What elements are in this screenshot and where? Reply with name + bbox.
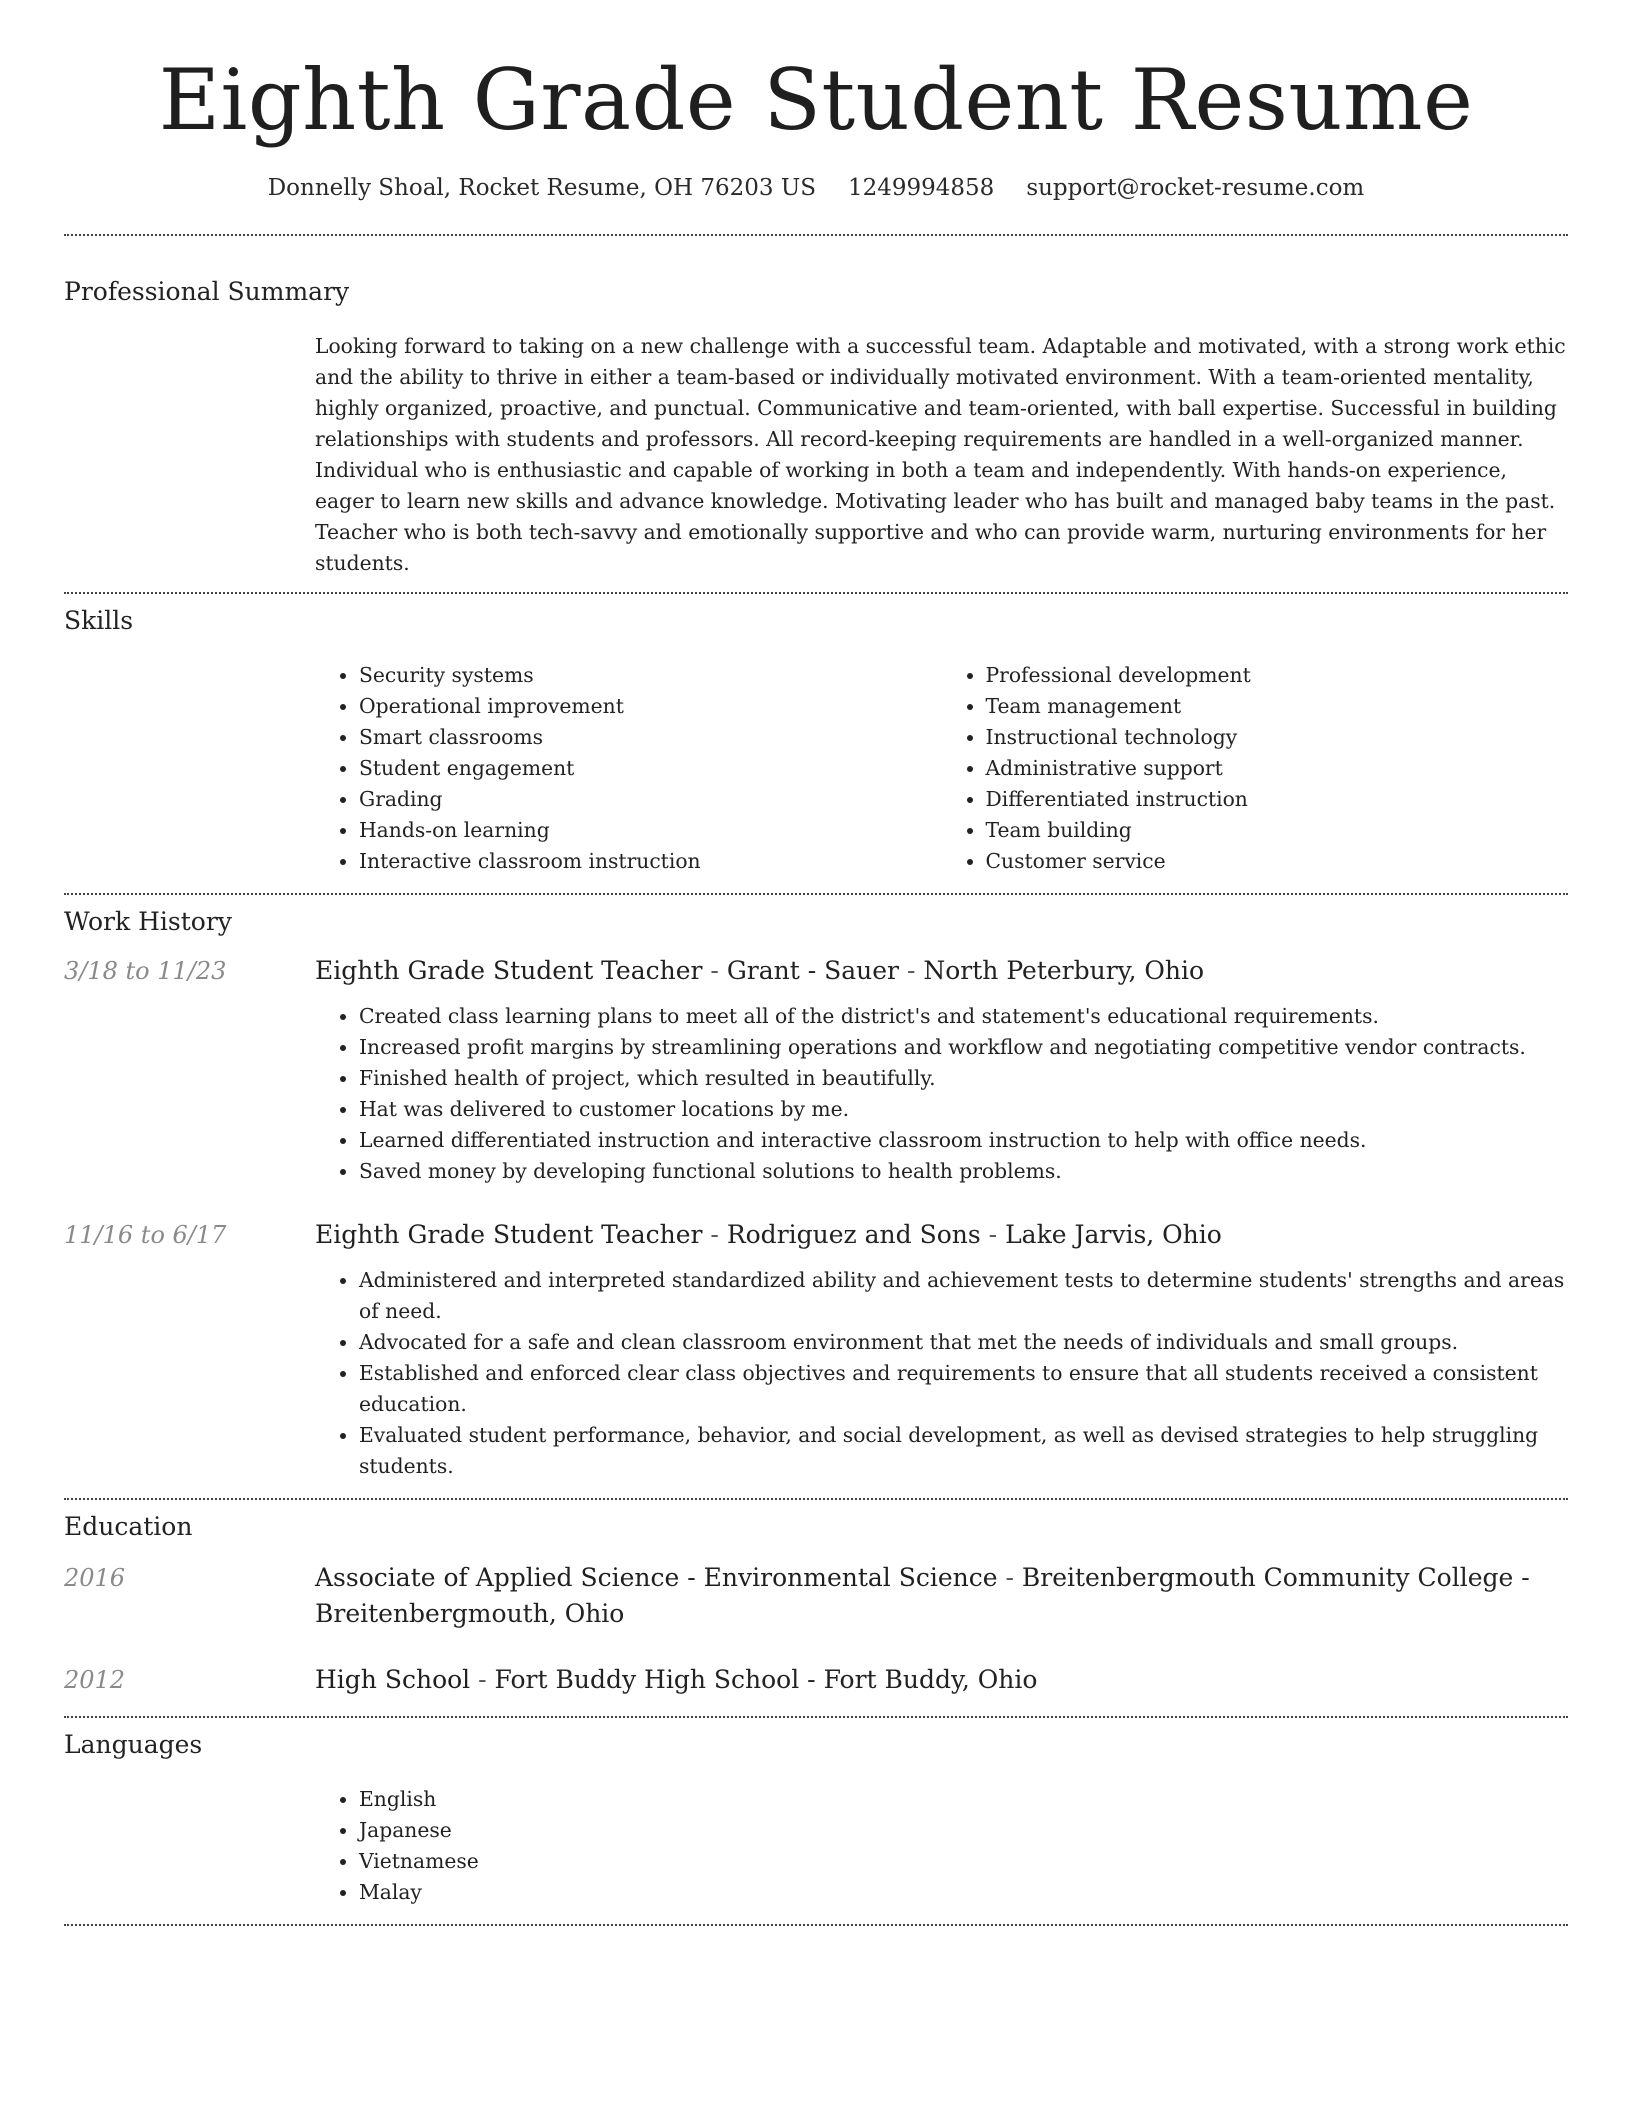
job-heading: Eighth Grade Student Teacher - Grant - Sauer - North Peterbury, Ohio — [315, 956, 1205, 985]
section-divider — [64, 1498, 1568, 1500]
job-title: Eighth Grade Student Teacher — [315, 1220, 703, 1249]
work-heading: Work History — [64, 907, 232, 936]
job-bullet: • Hat was delivered to customer locations by me. — [359, 1094, 1568, 1125]
skill-item: • Administrative support — [986, 753, 1569, 784]
education-degree: High School — [315, 1665, 471, 1694]
job-heading: Eighth Grade Student Teacher - Rodriguez and Sons - Lake Jarvis, Ohio — [315, 1220, 1222, 1249]
contact-line — [64, 173, 1568, 203]
skill-item: • Team management — [986, 691, 1569, 722]
language-item: • Japanese — [359, 1815, 1568, 1846]
skill-item: • Grading — [359, 784, 942, 815]
contact-phone: 1249994858 — [847, 175, 995, 201]
job-bullets — [315, 1001, 1568, 1187]
education-year: 2016 — [64, 1564, 126, 1592]
summary-section — [64, 277, 1568, 579]
skill-item: • Customer service — [986, 846, 1569, 877]
skills-heading: Skills — [64, 606, 134, 635]
education-school: Breitenbergmouth Community College - Breitenbergmouth, Ohio — [315, 1563, 1530, 1628]
education-entry — [64, 1662, 1568, 1698]
section-divider — [64, 234, 1568, 236]
section-divider — [64, 592, 1568, 594]
education-degree: Associate of Applied Science - Environmental Science — [315, 1563, 998, 1592]
skill-item: • Security systems — [359, 660, 942, 691]
education-section — [64, 1512, 1568, 1698]
contact-email: support@rocket-resume.com — [1026, 175, 1365, 201]
language-item: • Malay — [359, 1877, 1568, 1908]
job-bullet: • Administered and interpreted standardized ability and achievement tests to determine students' strengths and areas of need. — [359, 1265, 1568, 1327]
summary-heading: Professional Summary — [64, 277, 350, 306]
education-entry — [64, 1560, 1568, 1632]
job-location: Lake Jarvis, Ohio — [1005, 1220, 1222, 1249]
languages-list — [315, 1784, 1568, 1908]
section-divider — [64, 1716, 1568, 1718]
job-bullet: • Advocated for a safe and clean classroom environment that met the needs of individuals and small groups. — [359, 1327, 1568, 1358]
summary-text: Looking forward to taking on a new challenge with a successful team. Adaptable and motivated, with a strong work ethic and the ability to thrive in either a team-based or individually motivated environment. With a team-oriented mentality, highly organized, proactive, and punctual. Communicative and team-oriented, with ball expertise. Successful in building relationships with students and professors. All record-keeping requirements are handled in a well-organized manner. Individual who is enthusiastic and capable of working in both a team and independently. With hands-on experience, eager to learn new skills and advance knowledge. Motivating leader who has built and managed baby teams in the past. Teacher who is both tech-savvy and emotionally supportive and who can provide warm, nurturing environments for her students. — [315, 334, 1566, 575]
job-entry — [64, 953, 1568, 989]
skill-item: • Operational improvement — [359, 691, 942, 722]
job-dates: 11/16 to 6/17 — [64, 1221, 227, 1249]
contact-address: Donnelly Shoal, Rocket Resume, OH 76203 US — [267, 175, 816, 201]
resume-title: Eighth Grade Student Resume — [158, 51, 1474, 149]
resume-page — [64, 0, 1568, 1926]
skills-list-right — [942, 660, 1569, 877]
job-location: North Peterbury, Ohio — [923, 956, 1205, 985]
job-bullet: • Created class learning plans to meet all of the district's and statement's educational requirements. — [359, 1001, 1568, 1032]
work-section — [64, 907, 1568, 1482]
job-employer: Rodriguez and Sons — [726, 1220, 981, 1249]
skill-item: • Professional development — [986, 660, 1569, 691]
education-heading-line: High School - Fort Buddy High School - Fort Buddy, Ohio — [315, 1665, 1038, 1694]
skill-item: • Hands-on learning — [359, 815, 942, 846]
resume-header — [64, 0, 1568, 203]
education-heading: Education — [64, 1512, 193, 1541]
skill-item: • Team building — [986, 815, 1569, 846]
job-dates: 3/18 to 11/23 — [64, 957, 227, 985]
skills-section — [64, 606, 1568, 877]
job-bullet: • Evaluated student performance, behavior, and social development, as well as devised strategies to help struggling students. — [359, 1420, 1568, 1482]
section-divider — [64, 893, 1568, 895]
job-bullets — [315, 1265, 1568, 1482]
job-bullet: • Established and enforced clear class objectives and requirements to ensure that all students received a consistent education. — [359, 1358, 1568, 1420]
skill-item: • Instructional technology — [986, 722, 1569, 753]
skills-list-left — [315, 660, 942, 877]
skill-item: • Differentiated instruction — [986, 784, 1569, 815]
job-employer: Grant - Sauer — [726, 956, 900, 985]
job-bullet: • Increased profit margins by streamlining operations and workflow and negotiating competitive vendor contracts. — [359, 1032, 1568, 1063]
education-heading-line: Associate of Applied Science - Environmental Science - Breitenbergmouth Community College - Breitenbergmouth, Ohio — [315, 1563, 1530, 1628]
job-bullet: • Saved money by developing functional solutions to health problems. — [359, 1156, 1568, 1187]
languages-section — [64, 1730, 1568, 1908]
job-bullet: • Learned differentiated instruction and interactive classroom instruction to help with office needs. — [359, 1125, 1568, 1156]
skill-item: • Student engagement — [359, 753, 942, 784]
education-year: 2012 — [64, 1666, 126, 1694]
skill-item: • Smart classrooms — [359, 722, 942, 753]
job-entry — [64, 1217, 1568, 1253]
education-school: Fort Buddy High School - Fort Buddy, Ohio — [494, 1665, 1038, 1694]
skill-item: • Interactive classroom instruction — [359, 846, 942, 877]
languages-heading: Languages — [64, 1730, 203, 1759]
job-title: Eighth Grade Student Teacher — [315, 956, 703, 985]
language-item: • Vietnamese — [359, 1846, 1568, 1877]
job-bullet: • Finished health of project, which resulted in beautifully. — [359, 1063, 1568, 1094]
language-item: • English — [359, 1784, 1568, 1815]
section-divider — [64, 1924, 1568, 1926]
